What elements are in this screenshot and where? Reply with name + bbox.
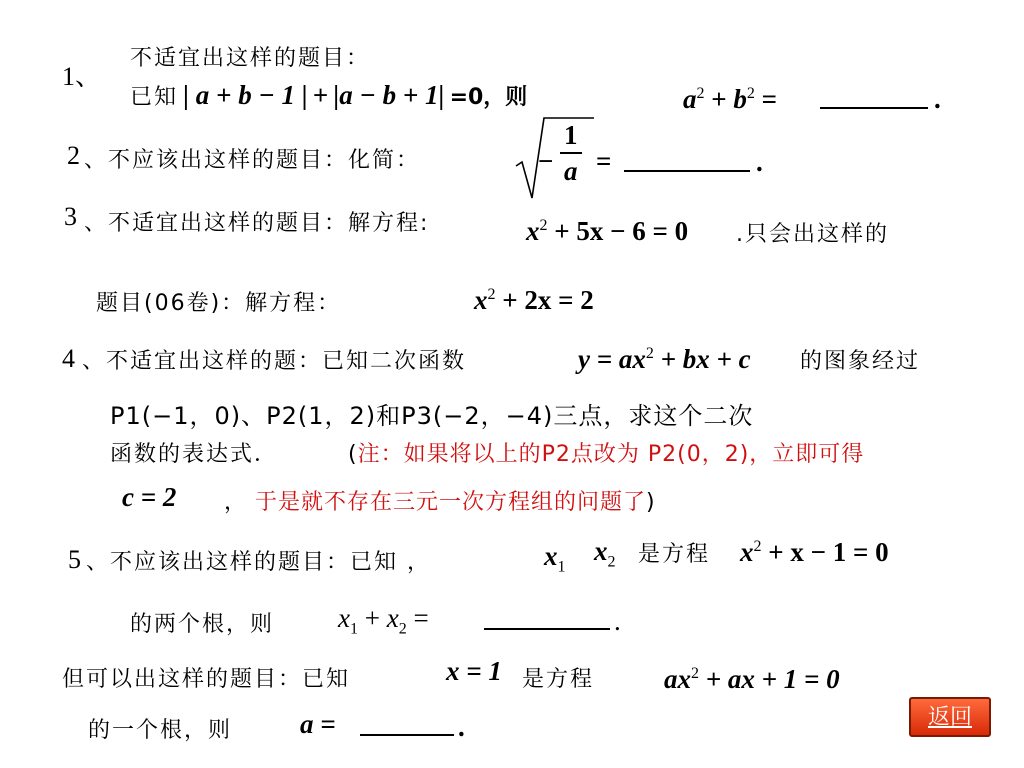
quadratic-function (578, 344, 751, 375)
note-text-2: 于是就不存在三元一次方程组的问题了 (255, 490, 647, 515)
plus-sign: + (711, 84, 727, 114)
root-x1 (544, 541, 566, 576)
minus-sign: − (538, 146, 554, 176)
equation-rest: + 5x − 6 = 0 (554, 216, 689, 246)
extra-line2: 的一个根，则 (88, 718, 233, 743)
var-x: x (526, 216, 540, 246)
var-ax: ax (664, 664, 691, 694)
item-3-number: 3 (64, 202, 77, 231)
period: . (934, 84, 941, 114)
exponent: 2 (691, 665, 699, 682)
answer-blank-5 (484, 606, 610, 630)
item-5-line2: 的两个根，则 (130, 612, 275, 637)
equation-1 (526, 216, 688, 247)
a-equals: a = (300, 709, 336, 739)
exponent: 2 (645, 345, 654, 362)
is-root-label: 是方程 (638, 542, 711, 567)
item-4-title: 、不适宜出这样的题：已知二次函数 (82, 349, 467, 374)
back-button[interactable]: 返回 (909, 697, 991, 737)
item-3-title: 、不适宜出这样的题目：解方程: (84, 211, 430, 236)
exponent: 2 (746, 85, 755, 102)
item-4-tail: 的图象经过 (800, 349, 921, 374)
known-label: 已知 (130, 85, 179, 110)
points-line: P1(−1，0)、P2(1，2)和P3(−2，−4)三点，求这个二次 (110, 402, 754, 430)
period: . (756, 147, 763, 177)
answer-blank-2 (624, 148, 750, 172)
subscript: 1 (349, 620, 358, 638)
var-x: x (386, 603, 399, 633)
abs-expression-1: | a + b − 1 | (183, 80, 308, 110)
item-1-problem (130, 80, 527, 111)
equation-3 (740, 537, 889, 568)
subscript: 2 (398, 620, 407, 638)
equals-zero-then: =0，则 (449, 85, 528, 110)
item-1-title: 不适宜出这样的题目： (130, 46, 371, 71)
item-4-number: 4 (62, 344, 75, 373)
extra-line1: 但可以出这样的题目：已知 (62, 667, 351, 692)
item-5-title: 、不应该出这样的题目：已知 ， (86, 550, 431, 575)
note-continued (224, 485, 656, 516)
note-text: 注：如果将以上的P2点改为 P2(0，2)，立即可得 (357, 442, 865, 467)
extra-is-root: 是方程 (522, 667, 595, 692)
fn-rest: + bx + c (660, 344, 751, 374)
root-x2 (594, 536, 616, 571)
equation-rest: + ax + 1 = 0 (705, 664, 840, 694)
equals-sign: = (596, 146, 612, 176)
var-x: x (544, 541, 558, 571)
item-2-number: 2 (67, 141, 80, 170)
item-2-title: 、不应该出这样的题目：化简： (84, 148, 421, 173)
equation-rest: + x − 1 = 0 (768, 537, 889, 567)
fraction-denominator: a (564, 156, 578, 186)
sum-expression (338, 603, 429, 638)
subscript: 1 (557, 558, 566, 576)
equals-sign: = (761, 84, 778, 114)
var-x: x (474, 285, 488, 315)
exponent: 2 (487, 286, 496, 303)
sqrt-sign (514, 114, 594, 202)
exponent: 2 (753, 538, 762, 555)
plus-sign: + (312, 80, 329, 110)
answer-blank-1 (820, 85, 928, 109)
var-a: a (683, 84, 697, 114)
fn-lhs: y = ax (578, 344, 646, 374)
item-1-target-expression (683, 84, 777, 115)
exponent: 2 (696, 85, 705, 102)
equals-sign: = (413, 603, 429, 633)
item-4-line3: 函数的表达式． (110, 442, 279, 467)
equation-2 (474, 285, 594, 316)
item-5-number: 5 (68, 545, 81, 574)
period: . (614, 606, 621, 636)
fraction (560, 118, 582, 188)
x-equals-1: x = 1 (446, 656, 502, 686)
exponent: 2 (539, 217, 548, 234)
subscript: 2 (607, 553, 616, 571)
abs-expression-2: |a − b + 1| (333, 80, 445, 110)
note-open-paren: ( (348, 442, 358, 467)
c-equals-2: c = 2 (122, 482, 177, 512)
item-1-number: 1、 (62, 62, 102, 91)
answer-blank-extra (360, 712, 454, 736)
fraction-numerator: 1 (560, 118, 582, 154)
note-close-paren: ) (646, 490, 656, 515)
note (348, 437, 864, 468)
item-3-line2: 题目(06卷)：解方程： (96, 291, 342, 316)
comma: ， (224, 490, 248, 515)
equation-4 (664, 664, 840, 695)
equation-rest: + 2x = 2 (502, 285, 594, 315)
item-3-tail: .只会出这样的 (736, 222, 889, 247)
var-x: x (594, 536, 608, 566)
plus-sign: + (364, 603, 380, 633)
var-b: b (733, 84, 747, 114)
period: . (458, 712, 465, 742)
var-x: x (338, 603, 350, 633)
var-x: x (740, 537, 754, 567)
